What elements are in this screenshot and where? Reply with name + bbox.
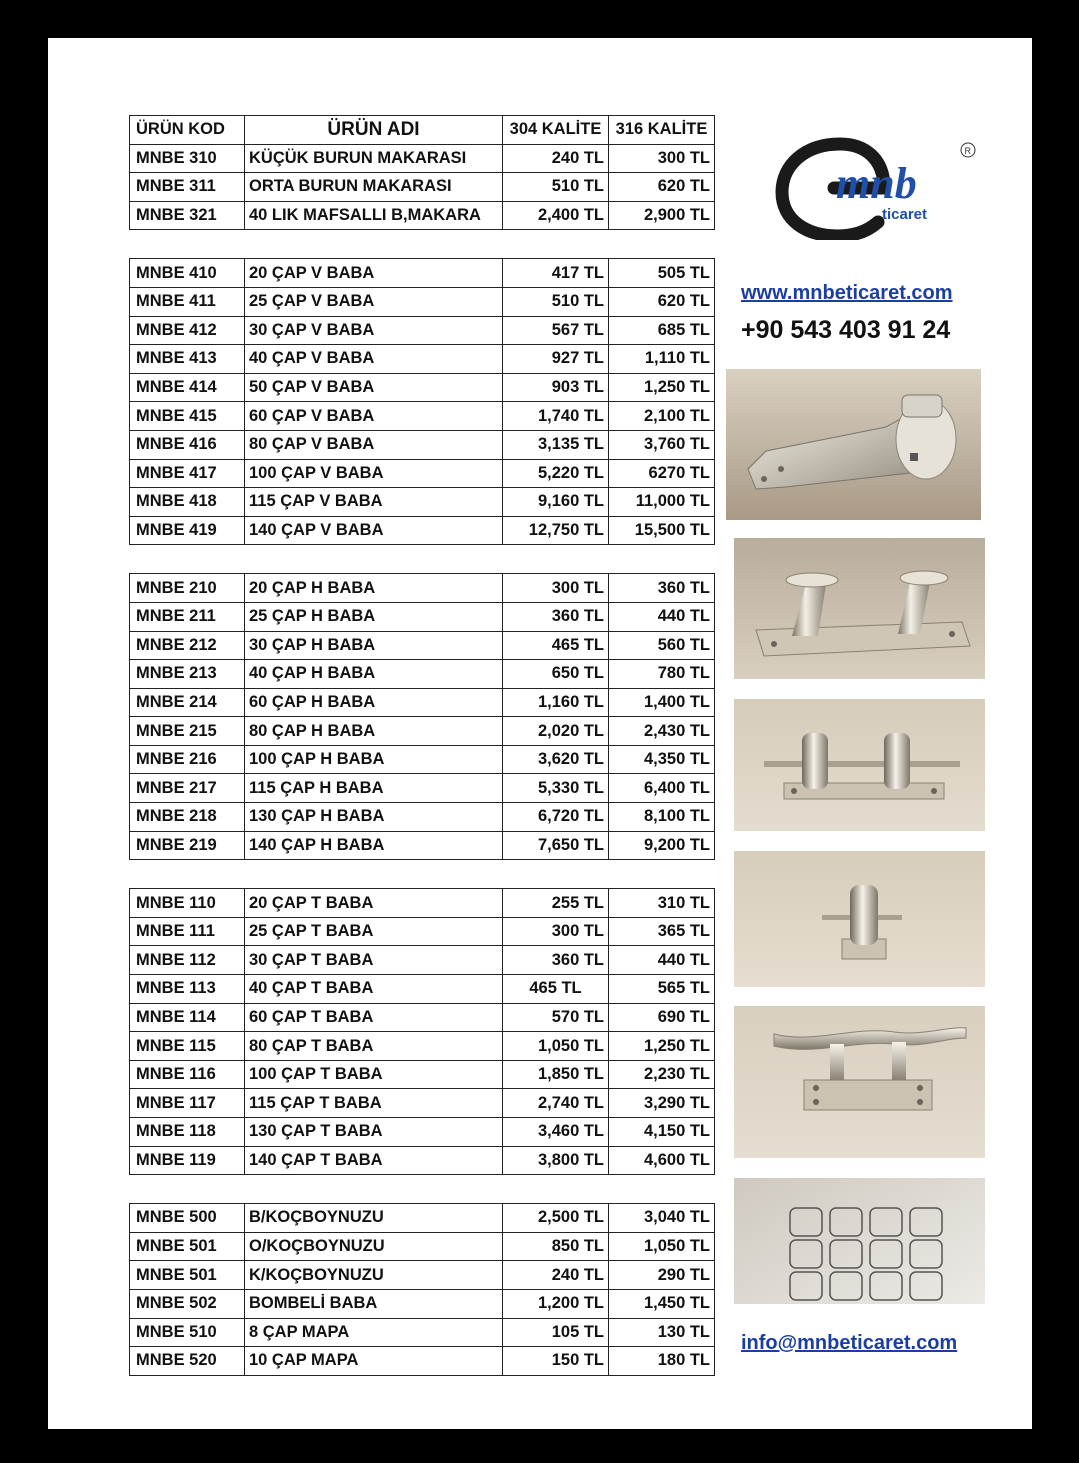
price-316: 3,760 TL xyxy=(609,430,715,459)
product-code: MNBE 501 xyxy=(130,1261,245,1290)
table-row xyxy=(130,1232,715,1261)
price-304: 465 TL xyxy=(503,631,609,660)
product-code: MNBE 413 xyxy=(130,345,245,374)
price-304: 2,400 TL xyxy=(503,201,609,230)
price-316: 1,400 TL xyxy=(609,688,715,717)
product-name: 60 ÇAP V BABA xyxy=(245,402,503,431)
table-row xyxy=(130,803,715,832)
product-code: MNBE 418 xyxy=(130,488,245,517)
table-row xyxy=(130,459,715,488)
price-table-5 xyxy=(129,1203,715,1376)
product-code: MNBE 116 xyxy=(130,1060,245,1089)
logo-subtext: ticaret xyxy=(882,206,928,223)
product-code: MNBE 520 xyxy=(130,1347,245,1376)
price-316: 9,200 TL xyxy=(609,831,715,860)
price-316: 6270 TL xyxy=(609,459,715,488)
table-row xyxy=(130,946,715,975)
price-304: 510 TL xyxy=(503,287,609,316)
price-316: 290 TL xyxy=(609,1261,715,1290)
h-bollard-photo xyxy=(734,699,985,831)
product-name: ORTA BURUN MAKARASI xyxy=(245,173,503,202)
price-316: 2,100 TL xyxy=(609,402,715,431)
price-304: 903 TL xyxy=(503,373,609,402)
table-row xyxy=(130,975,715,1004)
table-row xyxy=(130,917,715,946)
table-row xyxy=(130,660,715,689)
product-name: O/KOÇBOYNUZU xyxy=(245,1232,503,1261)
product-name: 40 ÇAP T BABA xyxy=(245,975,503,1004)
table-row xyxy=(130,602,715,631)
price-304: 105 TL xyxy=(503,1318,609,1347)
product-code: MNBE 111 xyxy=(130,917,245,946)
price-316: 15,500 TL xyxy=(609,516,715,545)
price-316: 1,250 TL xyxy=(609,373,715,402)
product-code: MNBE 411 xyxy=(130,287,245,316)
product-name: K/KOÇBOYNUZU xyxy=(245,1261,503,1290)
price-316: 620 TL xyxy=(609,173,715,202)
product-name: 80 ÇAP V BABA xyxy=(245,430,503,459)
price-316: 440 TL xyxy=(609,602,715,631)
price-304: 1,050 TL xyxy=(503,1032,609,1061)
product-name: 80 ÇAP H BABA xyxy=(245,717,503,746)
price-316: 440 TL xyxy=(609,946,715,975)
product-code: MNBE 414 xyxy=(130,373,245,402)
price-316: 4,350 TL xyxy=(609,745,715,774)
price-304: 650 TL xyxy=(503,660,609,689)
price-316: 130 TL xyxy=(609,1318,715,1347)
table-row xyxy=(130,1089,715,1118)
price-316: 365 TL xyxy=(609,917,715,946)
price-304: 12,750 TL xyxy=(503,516,609,545)
product-name: 30 ÇAP V BABA xyxy=(245,316,503,345)
product-code: MNBE 417 xyxy=(130,459,245,488)
price-316: 1,050 TL xyxy=(609,1232,715,1261)
product-code: MNBE 115 xyxy=(130,1032,245,1061)
price-304: 360 TL xyxy=(503,946,609,975)
product-code: MNBE 311 xyxy=(130,173,245,202)
product-name: 115 ÇAP V BABA xyxy=(245,488,503,517)
price-304: 3,460 TL xyxy=(503,1118,609,1147)
price-304: 240 TL xyxy=(503,1261,609,1290)
header-code: ÜRÜN KOD xyxy=(130,116,245,145)
table-row xyxy=(130,745,715,774)
product-name: 40 ÇAP H BABA xyxy=(245,660,503,689)
product-code: MNBE 217 xyxy=(130,774,245,803)
pad-eyes-photo xyxy=(734,1178,985,1328)
product-code: MNBE 118 xyxy=(130,1118,245,1147)
price-316: 6,400 TL xyxy=(609,774,715,803)
cleat-photo xyxy=(734,1006,985,1158)
price-304: 2,500 TL xyxy=(503,1204,609,1233)
header-316: 316 KALİTE xyxy=(609,116,715,145)
table-row xyxy=(130,430,715,459)
product-name: 100 ÇAP H BABA xyxy=(245,745,503,774)
product-code: MNBE 501 xyxy=(130,1232,245,1261)
table-row xyxy=(130,831,715,860)
price-316: 2,430 TL xyxy=(609,717,715,746)
price-304: 360 TL xyxy=(503,602,609,631)
mnb-ticaret-logo xyxy=(774,136,984,240)
product-name: 20 ÇAP H BABA xyxy=(245,574,503,603)
price-316: 505 TL xyxy=(609,259,715,288)
product-name: 140 ÇAP H BABA xyxy=(245,831,503,860)
product-code: MNBE 216 xyxy=(130,745,245,774)
price-316: 780 TL xyxy=(609,660,715,689)
product-name: 60 ÇAP H BABA xyxy=(245,688,503,717)
product-name: 100 ÇAP T BABA xyxy=(245,1060,503,1089)
product-code: MNBE 500 xyxy=(130,1204,245,1233)
table-row xyxy=(130,1347,715,1376)
price-table-3 xyxy=(129,573,715,860)
product-code: MNBE 415 xyxy=(130,402,245,431)
product-name: 30 ÇAP H BABA xyxy=(245,631,503,660)
price-304: 570 TL xyxy=(503,1003,609,1032)
t-bollard-photo xyxy=(734,851,985,987)
product-code: MNBE 213 xyxy=(130,660,245,689)
price-316: 3,040 TL xyxy=(609,1204,715,1233)
price-316: 8,100 TL xyxy=(609,803,715,832)
price-316: 2,900 TL xyxy=(609,201,715,230)
bow-roller-photo xyxy=(726,369,981,520)
price-304: 300 TL xyxy=(503,917,609,946)
table-row xyxy=(130,516,715,545)
price-304: 240 TL xyxy=(503,144,609,173)
product-code: MNBE 412 xyxy=(130,316,245,345)
price-304: 7,650 TL xyxy=(503,831,609,860)
price-316: 2,230 TL xyxy=(609,1060,715,1089)
logo-text: mnb xyxy=(836,159,917,208)
product-code: MNBE 219 xyxy=(130,831,245,860)
price-304: 1,160 TL xyxy=(503,688,609,717)
table-row xyxy=(130,1003,715,1032)
header-name: ÜRÜN ADI xyxy=(245,116,503,145)
price-316: 690 TL xyxy=(609,1003,715,1032)
table-row xyxy=(130,1032,715,1061)
table-row xyxy=(130,574,715,603)
product-code: MNBE 212 xyxy=(130,631,245,660)
product-name: 30 ÇAP T BABA xyxy=(245,946,503,975)
table-row xyxy=(130,201,715,230)
table-row xyxy=(130,259,715,288)
price-304: 9,160 TL xyxy=(503,488,609,517)
price-304: 3,800 TL xyxy=(503,1146,609,1175)
table-row xyxy=(130,688,715,717)
price-304: 300 TL xyxy=(503,574,609,603)
table-row xyxy=(130,1118,715,1147)
product-name: 20 ÇAP T BABA xyxy=(245,889,503,918)
price-304: 1,200 TL xyxy=(503,1289,609,1318)
product-name: 10 ÇAP MAPA xyxy=(245,1347,503,1376)
product-name: 115 ÇAP H BABA xyxy=(245,774,503,803)
table-row xyxy=(130,717,715,746)
price-table-4 xyxy=(129,888,715,1175)
table-row xyxy=(130,144,715,173)
table-row xyxy=(130,1289,715,1318)
header-304: 304 KALİTE xyxy=(503,116,609,145)
price-316: 560 TL xyxy=(609,631,715,660)
price-304: 465 TL xyxy=(503,975,609,1004)
product-name: 40 LIK MAFSALLI B,MAKARA xyxy=(245,201,503,230)
price-316: 4,150 TL xyxy=(609,1118,715,1147)
price-304: 1,740 TL xyxy=(503,402,609,431)
product-name: BOMBELİ BABA xyxy=(245,1289,503,1318)
price-304: 5,330 TL xyxy=(503,774,609,803)
product-code: MNBE 502 xyxy=(130,1289,245,1318)
product-name: 140 ÇAP T BABA xyxy=(245,1146,503,1175)
product-code: MNBE 510 xyxy=(130,1318,245,1347)
table-row xyxy=(130,373,715,402)
product-name: 40 ÇAP V BABA xyxy=(245,345,503,374)
price-316: 360 TL xyxy=(609,574,715,603)
product-name: 100 ÇAP V BABA xyxy=(245,459,503,488)
product-code: MNBE 210 xyxy=(130,574,245,603)
product-code: MNBE 310 xyxy=(130,144,245,173)
table-row xyxy=(130,173,715,202)
table-row xyxy=(130,1318,715,1347)
product-code: MNBE 110 xyxy=(130,889,245,918)
product-name: 25 ÇAP V BABA xyxy=(245,287,503,316)
website-link[interactable]: www.mnbeticaret.com xyxy=(741,282,953,304)
product-code: MNBE 416 xyxy=(130,430,245,459)
product-code: MNBE 215 xyxy=(130,717,245,746)
product-code: MNBE 419 xyxy=(130,516,245,545)
price-304: 150 TL xyxy=(503,1347,609,1376)
product-name: 25 ÇAP T BABA xyxy=(245,917,503,946)
price-tables xyxy=(129,115,710,1404)
price-316: 11,000 TL xyxy=(609,488,715,517)
email-link[interactable]: info@mnbeticaret.com xyxy=(741,1332,958,1354)
price-304: 567 TL xyxy=(503,316,609,345)
product-code: MNBE 113 xyxy=(130,975,245,1004)
table-row xyxy=(130,316,715,345)
product-name: 130 ÇAP T BABA xyxy=(245,1118,503,1147)
product-name: 50 ÇAP V BABA xyxy=(245,373,503,402)
price-316: 3,290 TL xyxy=(609,1089,715,1118)
table-header-row xyxy=(130,116,715,145)
price-304: 850 TL xyxy=(503,1232,609,1261)
product-name: 115 ÇAP T BABA xyxy=(245,1089,503,1118)
price-304: 927 TL xyxy=(503,345,609,374)
price-316: 1,450 TL xyxy=(609,1289,715,1318)
price-304: 2,020 TL xyxy=(503,717,609,746)
price-304: 417 TL xyxy=(503,259,609,288)
table-row xyxy=(130,1204,715,1233)
price-316: 620 TL xyxy=(609,287,715,316)
table-row xyxy=(130,1146,715,1175)
product-name: 130 ÇAP H BABA xyxy=(245,803,503,832)
table-row xyxy=(130,345,715,374)
product-code: MNBE 114 xyxy=(130,1003,245,1032)
table-row xyxy=(130,488,715,517)
product-name: 80 ÇAP T BABA xyxy=(245,1032,503,1061)
price-304: 2,740 TL xyxy=(503,1089,609,1118)
price-316: 180 TL xyxy=(609,1347,715,1376)
product-code: MNBE 410 xyxy=(130,259,245,288)
table-row xyxy=(130,287,715,316)
product-name: 60 ÇAP T BABA xyxy=(245,1003,503,1032)
price-table-1 xyxy=(129,115,715,230)
v-bollard-photo xyxy=(734,538,985,679)
price-304: 3,620 TL xyxy=(503,745,609,774)
price-316: 1,250 TL xyxy=(609,1032,715,1061)
product-name: 140 ÇAP V BABA xyxy=(245,516,503,545)
price-316: 685 TL xyxy=(609,316,715,345)
price-304: 6,720 TL xyxy=(503,803,609,832)
price-table-2 xyxy=(129,258,715,545)
table-row xyxy=(130,774,715,803)
price-316: 4,600 TL xyxy=(609,1146,715,1175)
registered-mark: R xyxy=(964,146,971,156)
price-316: 300 TL xyxy=(609,144,715,173)
price-316: 1,110 TL xyxy=(609,345,715,374)
table-row xyxy=(130,631,715,660)
price-304: 5,220 TL xyxy=(503,459,609,488)
product-name: 8 ÇAP MAPA xyxy=(245,1318,503,1347)
product-code: MNBE 211 xyxy=(130,602,245,631)
price-304: 510 TL xyxy=(503,173,609,202)
product-name: KÜÇÜK BURUN MAKARASI xyxy=(245,144,503,173)
product-name: B/KOÇBOYNUZU xyxy=(245,1204,503,1233)
product-code: MNBE 119 xyxy=(130,1146,245,1175)
product-code: MNBE 117 xyxy=(130,1089,245,1118)
price-316: 310 TL xyxy=(609,889,715,918)
table-row xyxy=(130,1060,715,1089)
table-row xyxy=(130,889,715,918)
table-row xyxy=(130,402,715,431)
product-code: MNBE 112 xyxy=(130,946,245,975)
product-code: MNBE 214 xyxy=(130,688,245,717)
price-list-page xyxy=(48,38,1032,1429)
price-316: 565 TL xyxy=(609,975,715,1004)
phone-number: +90 543 403 91 24 xyxy=(741,316,951,344)
product-code: MNBE 218 xyxy=(130,803,245,832)
price-304: 255 TL xyxy=(503,889,609,918)
product-name: 20 ÇAP V BABA xyxy=(245,259,503,288)
product-code: MNBE 321 xyxy=(130,201,245,230)
table-row xyxy=(130,1261,715,1290)
product-name: 25 ÇAP H BABA xyxy=(245,602,503,631)
price-304: 3,135 TL xyxy=(503,430,609,459)
price-304: 1,850 TL xyxy=(503,1060,609,1089)
